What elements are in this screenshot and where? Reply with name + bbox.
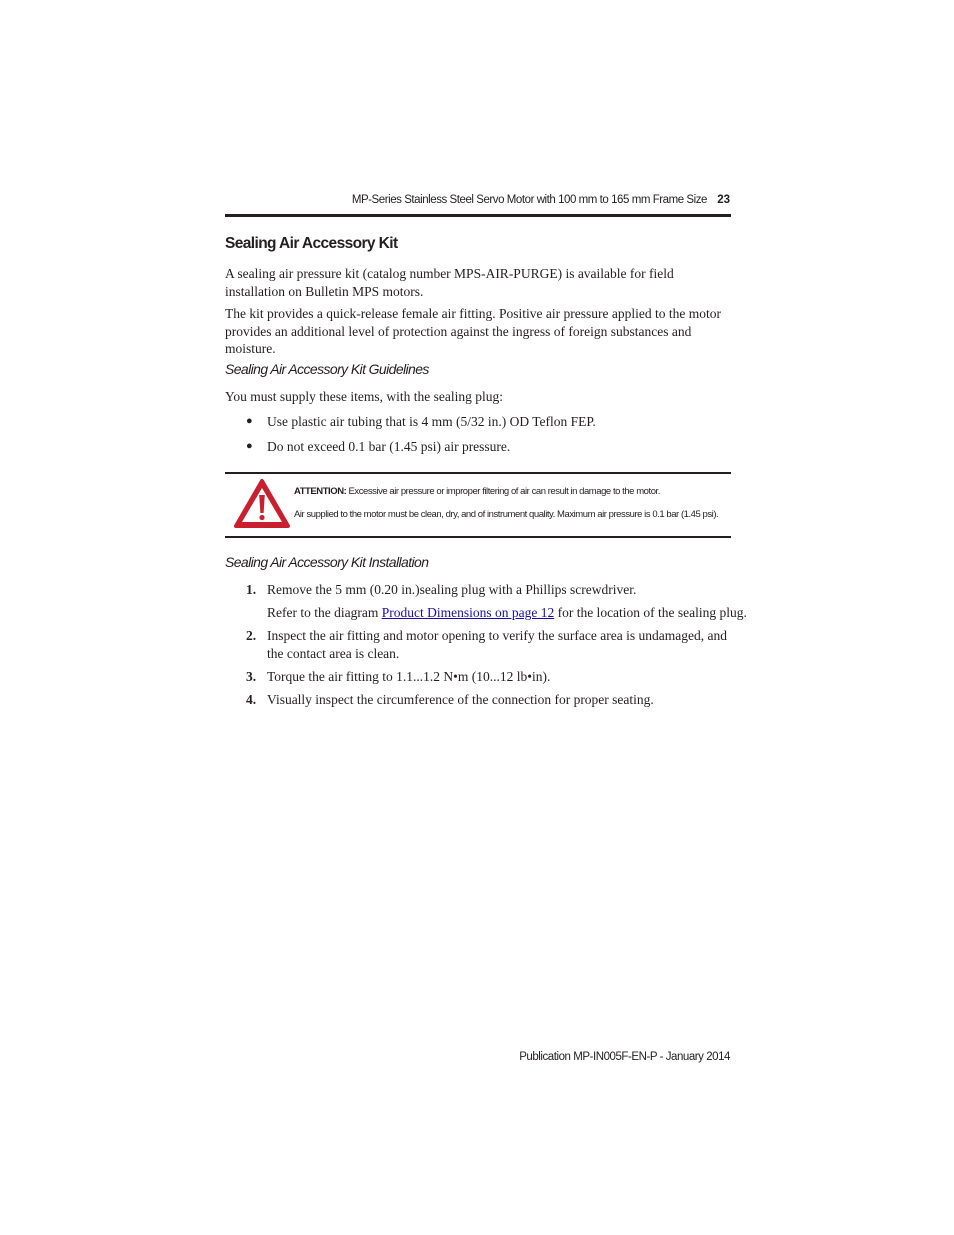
bullet-icon: ● [246, 415, 253, 427]
attention-line-2: Air supplied to the motor must be clean, dry, and of instrument quality. Maximum air pressure is 0.1 bar (1.45 psi). [294, 509, 719, 520]
list-item-text: Use plastic air tubing that is 4 mm (5/32 in.) OD Teflon FEP. [267, 414, 596, 429]
intro-paragraph: A sealing air pressure kit (catalog number MPS-AIR-PURGE) is available for field installation on Bulletin MPS motors. [225, 266, 674, 299]
step-number: 2. [246, 628, 257, 643]
step-number: 1. [246, 582, 257, 597]
attention-box [225, 472, 731, 538]
refer-prefix: Refer to the diagram [267, 605, 382, 620]
step-text: Torque the air fitting to 1.1...1.2 N•m (10...12 lb•in). [267, 669, 551, 684]
attention-line-1 [294, 486, 660, 497]
step-text: Inspect the air fitting and motor opening to verify the surface area is undamaged, and the contact area is clean. [267, 628, 727, 661]
publication-footer: Publication MP-IN005F-EN-P - January 2014 [519, 1051, 730, 1063]
warning-triangle-icon [233, 478, 291, 530]
bullet-icon: ● [246, 440, 253, 452]
kit-description-paragraph: The kit provides a quick-release female air fitting. Positive air pressure applied to the motor provides an additional level of protection against the ingress of foreign substances and moisture. [225, 306, 721, 356]
page-number: 23 [717, 194, 730, 206]
installation-heading: Sealing Air Accessory Kit Installation [225, 554, 429, 570]
refer-suffix: for the location of the sealing plug. [554, 605, 747, 620]
header-title: MP-Series Stainless Steel Servo Motor with 100 mm to 165 mm Frame Size [351, 194, 707, 206]
section-title: Sealing Air Accessory Kit [225, 235, 398, 252]
step-number: 4. [246, 692, 257, 707]
attention-text: Excessive air pressure or improper filtering of air can result in damage to the motor. [348, 486, 660, 497]
attention-label: ATTENTION: [294, 486, 347, 497]
guidelines-intro: You must supply these items, with the sealing plug: [225, 389, 504, 404]
running-header [225, 190, 731, 217]
product-dimensions-link[interactable]: Product Dimensions on page 12 [381, 605, 555, 620]
refer-line [267, 604, 747, 622]
step-number: 3. [246, 669, 257, 684]
list-item-text: Do not exceed 0.1 bar (1.45 psi) air pressure. [267, 439, 511, 454]
step-text: Remove the 5 mm (0.20 in.)sealing plug with a Phillips screwdriver. [267, 582, 637, 597]
guidelines-heading: Sealing Air Accessory Kit Guidelines [225, 361, 429, 377]
step-text: Visually inspect the circumference of the connection for proper seating. [267, 692, 654, 707]
